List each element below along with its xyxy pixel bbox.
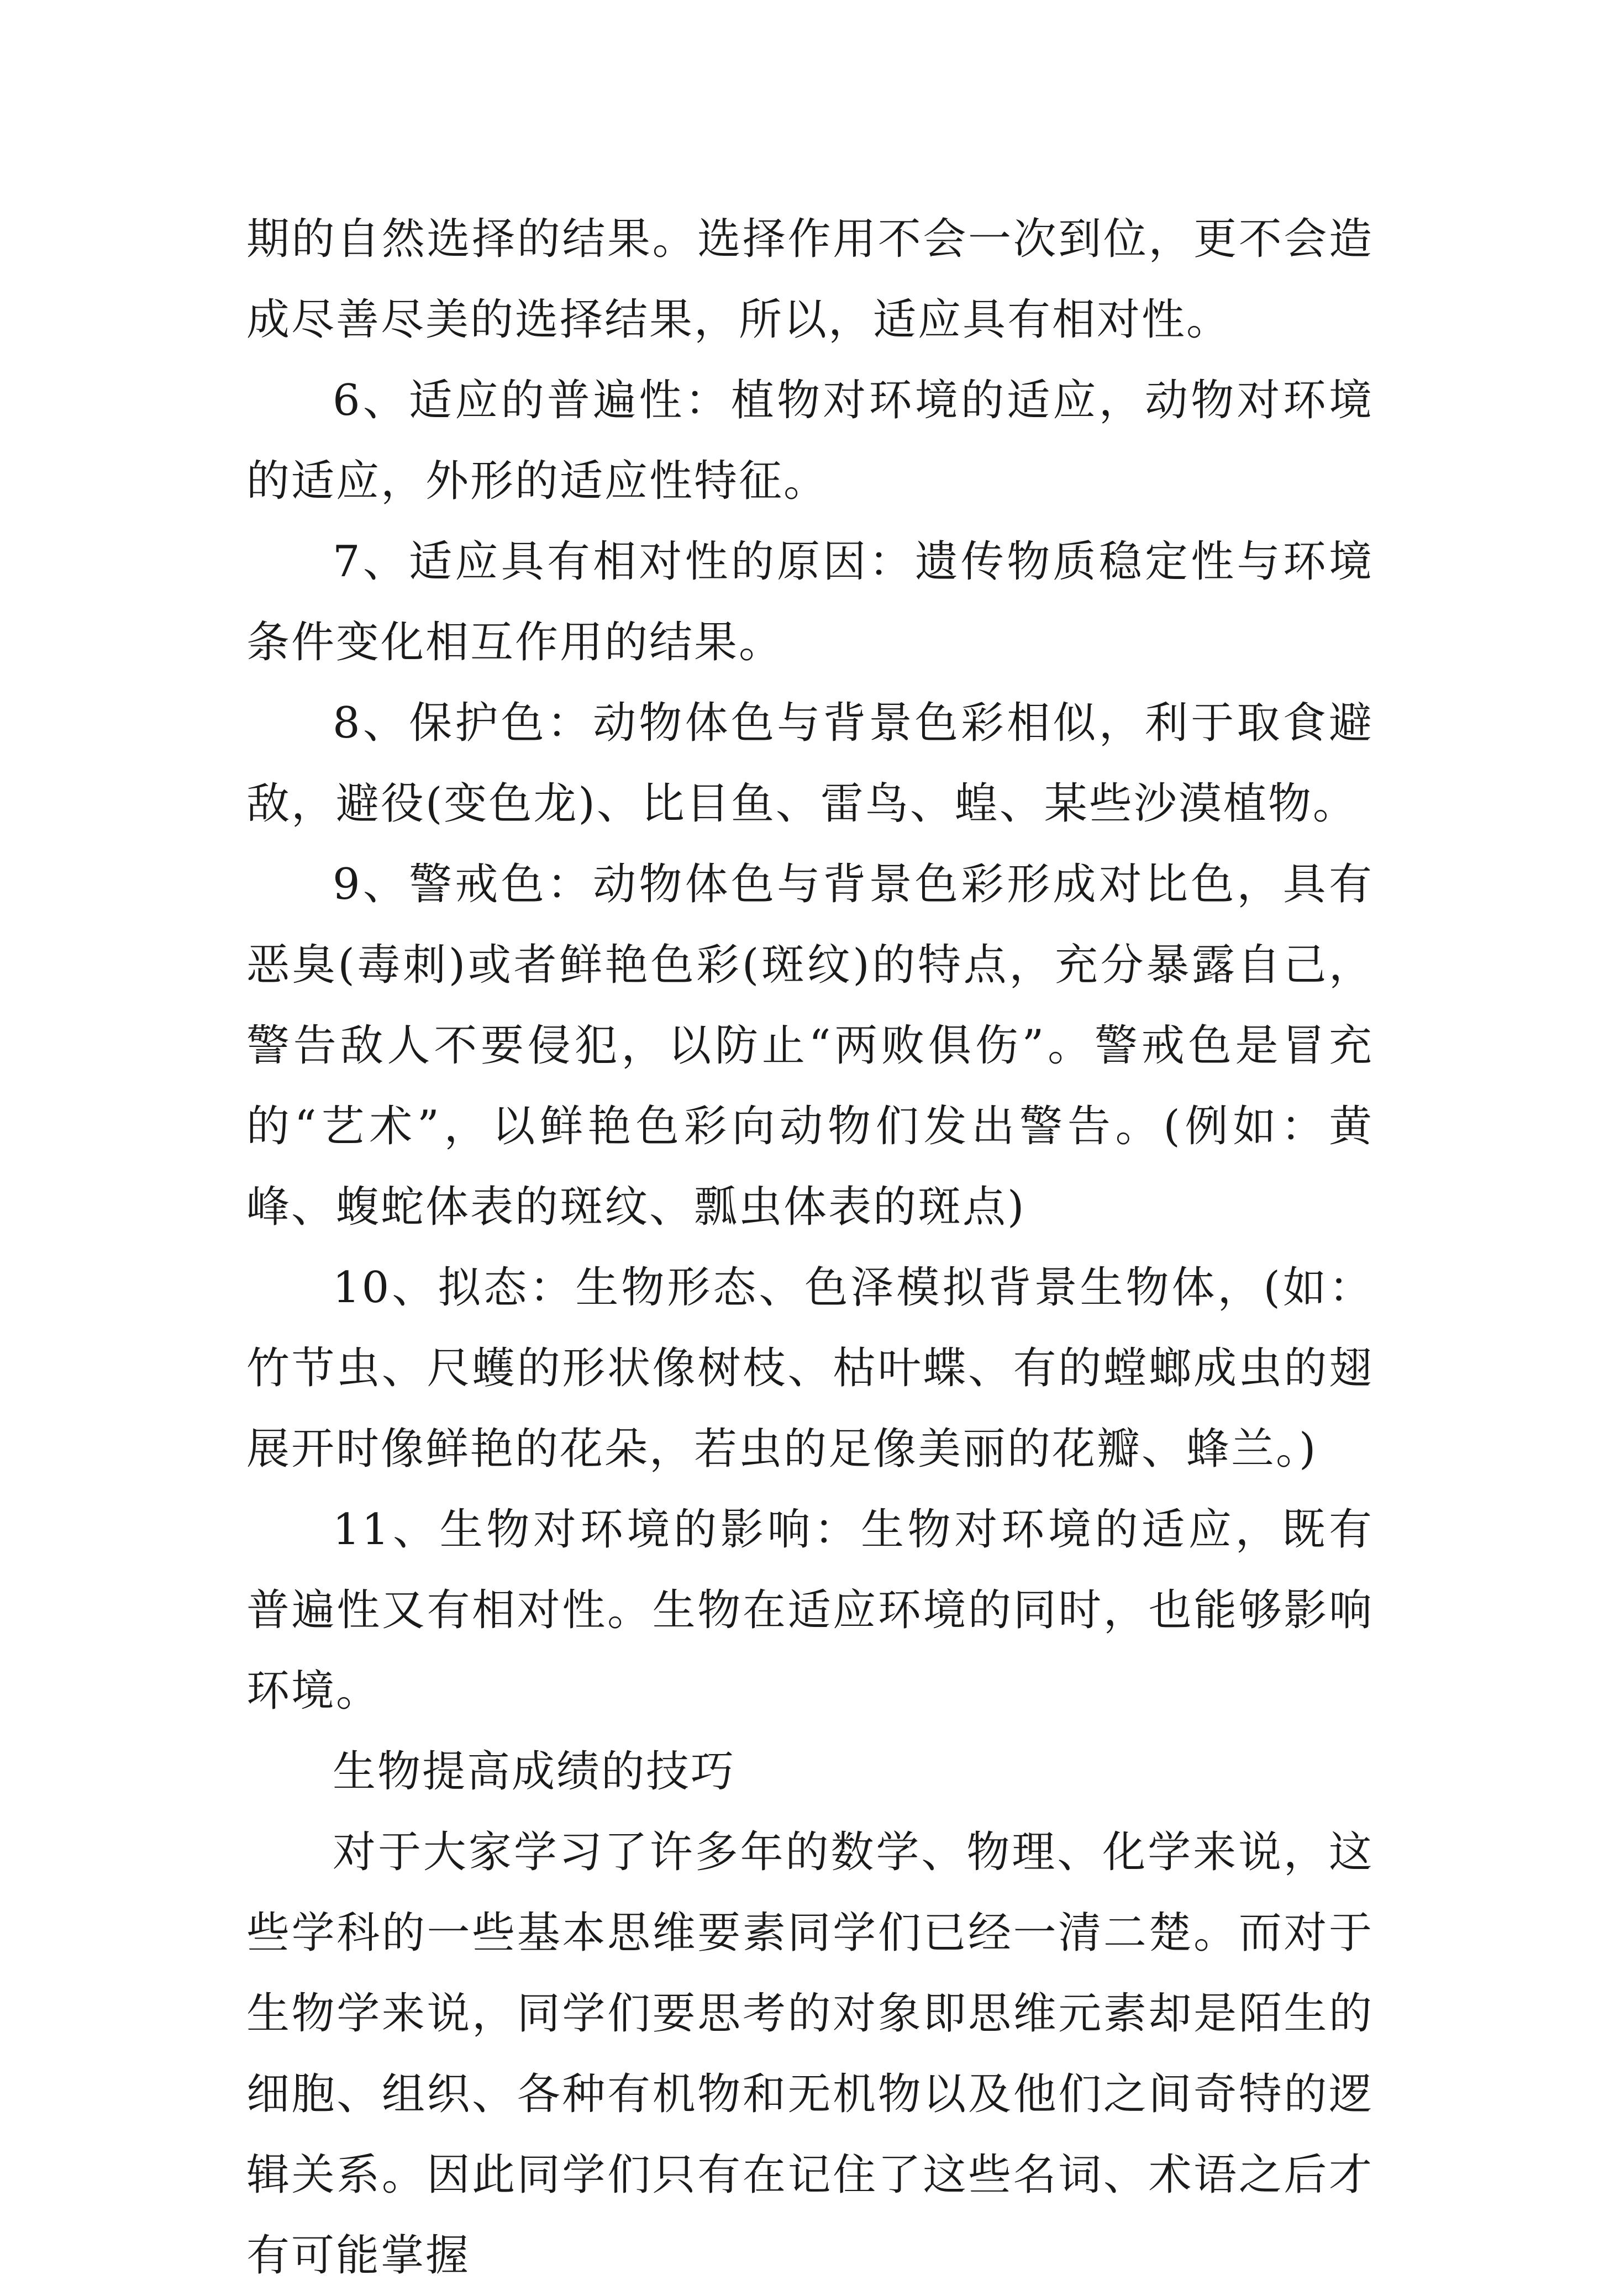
paragraph-item-11: 11、生物对环境的影响：生物对环境的适应，既有普遍性又有相对性。生物在适应环境的同时，也能够影响环境。 (246, 1505, 1374, 1716)
paragraph-item-6: 6、适应的普遍性：植物对环境的适应，动物对环境的适应，外形的适应性特征。 (246, 376, 1374, 506)
section-heading: 生物提高成绩的技巧 (333, 1747, 736, 1797)
document-body (246, 199, 1374, 2296)
paragraph-item-8: 8、保护色：动物体色与背景色彩相似，利于取食避敌，避役(变色龙)、比目鱼、雷鸟、蝗、某些沙漠植物。 (246, 698, 1374, 829)
paragraph-item-7: 7、适应具有相对性的原因：遗传物质稳定性与环境条件变化相互作用的结果。 (246, 537, 1374, 667)
paragraph-intro: 对于大家学习了许多年的数学、物理、化学来说，这些学科的一些基本思维要素同学们已经一清二楚。而对于生物学来说，同学们要思考的对象即思维元素却是陌生的细胞、组织、各种有机物和无机物以及他们之间奇特的逻辑关系。因此同学们只有在记住了这些名词、术语之后才有可能掌握 (246, 1828, 1374, 2281)
paragraph-item-10: 10、拟态：生物形态、色泽模拟背景生物体，(如：竹节虫、尺蠖的形状像树枝、枯叶蝶、有的螳螂成虫的翅展开时像鲜艳的花朵，若虫的足像美丽的花瓣、蜂兰。) (246, 1263, 1374, 1474)
paragraph-item-9: 9、警戒色：动物体色与背景色彩形成对比色，具有恶臭(毒刺)或者鲜艳色彩(斑纹)的特点，充分暴露自己，警告敌人不要侵犯，以防止“两败俱伤”。警戒色是冒充的“艺术”，以鲜艳色彩向动物们发出警告。(例如：黄峰、蝮蛇体表的斑纹、瓢虫体表的斑点) (246, 860, 1374, 1232)
paragraph-continuation: 期的自然选择的结果。选择作用不会一次到位，更不会造成尽善尽美的选择结果，所以，适应具有相对性。 (246, 214, 1374, 345)
